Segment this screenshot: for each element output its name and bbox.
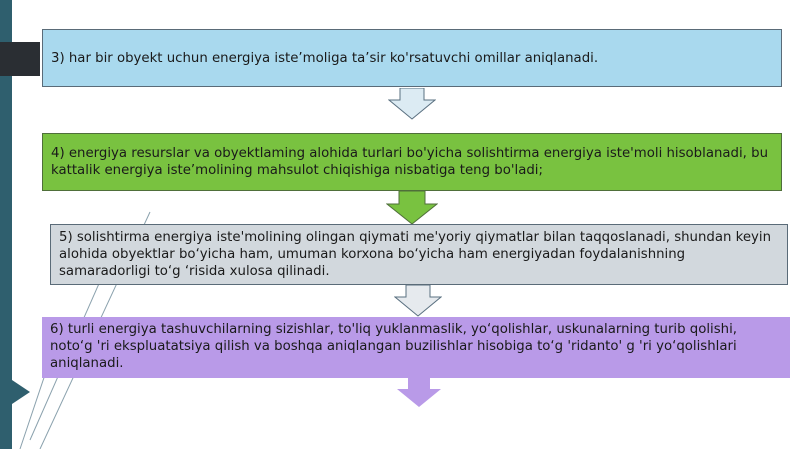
step-6-box [42, 317, 790, 378]
down-arrow-icon [388, 88, 436, 120]
step-4-text: 4) energiya resurslar va obyektlaming alohida turlari bo'yicha solishtirma energiya iste'moli hisoblanadi, bu kattalik energiya iste’molining mahsulot chiqishiga nisbatiga teng bo'ladi; [51, 146, 768, 178]
step-4-box [42, 133, 782, 191]
down-arrow-icon [394, 285, 442, 317]
step-5-box [50, 224, 788, 285]
down-arrow-icon [386, 191, 438, 225]
down-arrow-icon [396, 378, 442, 408]
step-5-text: 5) solishtirma energiya iste'molining olingan qiymati me'yoriy qiymatlar bilan taqqoslanadi, shundan keyin alohida obyektlar bo‘yicha ham, umuman korxona bo‘yicha ham energiyadan foydalanishning samaradorligi to‘g ‘risida xulosa qilinadi. [59, 230, 772, 279]
step-6-text: 6) turli energiya tashuvchilarning sizishlar, to'liq yuklanmaslik, yo‘qolishlar, uskunalarning turib qolishi, noto‘g 'ri ekspluatatsiya qilish va boshqa aniqlangan buzilishlar hisobiga to‘g 'ridanto' g 'ri yo‘qolishlari aniqlanadi. [50, 322, 738, 371]
step-3-text: 3) har bir obyekt uchun energiya iste’moliga ta’sir ko'rsatuvchi omillar aniqlanadi. [51, 50, 599, 66]
step-3-box [42, 29, 782, 87]
